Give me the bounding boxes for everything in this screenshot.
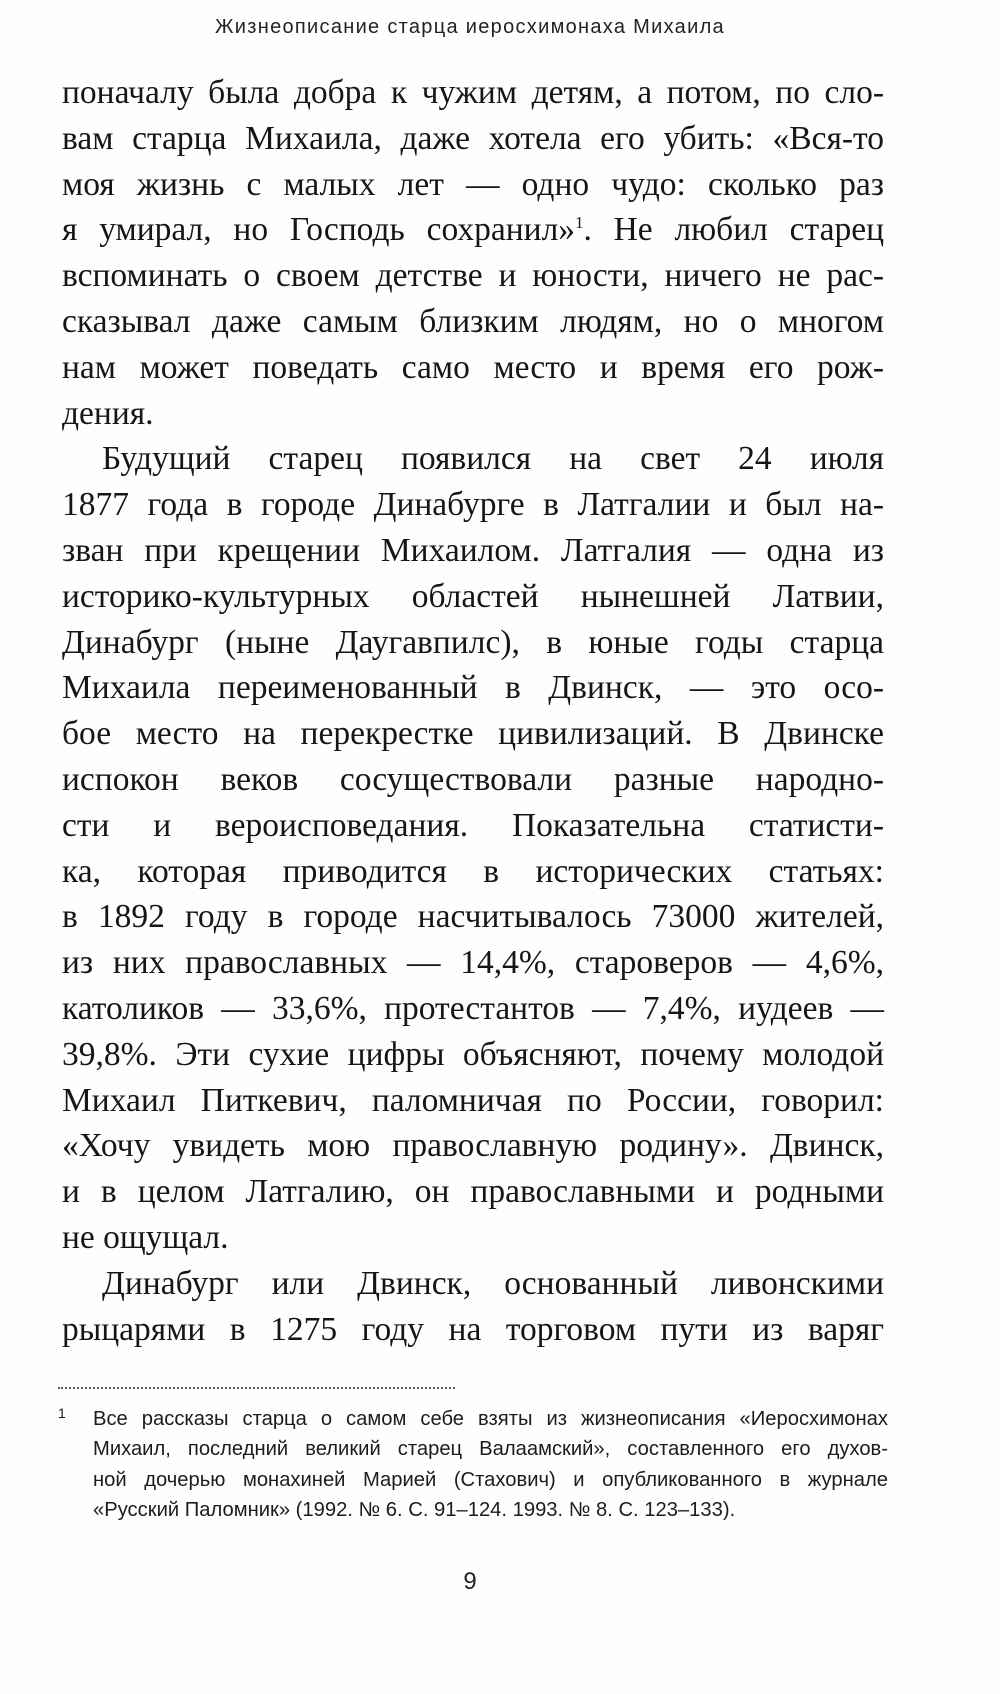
- text-line: Михаил Питкевич, паломничая по России, говорил:: [62, 1081, 884, 1119]
- text-line: из них православных — 14,4%, староверов — 4,6%,: [62, 944, 884, 982]
- text-line: 1877 года в городе Динабурге в Латгалии и был на-: [62, 486, 884, 524]
- running-head: Жизнеописание старца иеросхимонаха Михаила: [215, 16, 725, 38]
- footnote-line: ной дочерью монахиней Марией (Стахович) и опубликованного в журнале: [93, 1468, 888, 1491]
- text-line: вам старца Михаила, даже хотела его убить: «Вся-то: [62, 119, 884, 157]
- text-line: ка, которая приводится в исторических статьях:: [62, 852, 884, 890]
- text-line: сти и вероисповедания. Показательна статисти-: [62, 806, 884, 844]
- footnote-number: 1: [58, 1405, 66, 1421]
- text-line-with-footnote: [62, 207, 884, 253]
- text-line: поначалу была добра к чужим детям, а потом, по сло-: [62, 74, 884, 111]
- text-line: в 1892 году в городе насчитывалось 73000 жителей,: [62, 898, 884, 936]
- footnote-reference[interactable]: 1: [575, 213, 584, 233]
- text-line: 39,8%. Эти сухие цифры объясняют, почему молодой: [62, 1035, 884, 1073]
- text-line: Динабург (ныне Даугавпилс), в юные годы старца: [62, 623, 884, 661]
- text-line: историко-культурных областей нынешней Латвии,: [62, 577, 884, 615]
- text-line: вспоминать о своем детстве и юности, ничего не рас-: [62, 257, 884, 295]
- footnote: [58, 1404, 888, 1526]
- text-segment: . Не любил старец: [583, 211, 884, 249]
- footnote-separator: [58, 1387, 455, 1389]
- paragraph-first-line: Динабург или Двинск, основанный ливонскими: [102, 1264, 884, 1302]
- text-line: Михаила переименованный в Двинск, — это осо-: [62, 669, 884, 707]
- paragraph-first-line: Будущий старец появился на свет 24 июля: [102, 440, 884, 478]
- text-line: нам может поведать само место и время его рож-: [62, 348, 884, 386]
- text-line: испокон веков сосуществовали разные народно-: [62, 760, 884, 798]
- text-line: рыцарями в 1275 году на торговом пути из варяг: [62, 1310, 884, 1348]
- text-line: зван при крещении Михаилом. Латгалия — одна из: [62, 531, 884, 569]
- footnote-line: «Русский Паломник» (1992. № 6. С. 91–124. 1993. № 8. С. 123–133).: [93, 1499, 736, 1522]
- text-line: и в целом Латгалию, он православными и родными: [62, 1173, 884, 1211]
- footnote-text: [93, 1404, 888, 1526]
- page-number: 9: [463, 1568, 477, 1595]
- footnote-line: Михаил, последний великий старец Валаамский», составленного его духов-: [93, 1438, 888, 1461]
- text-segment: я умирал, но Господь сохранил»: [62, 211, 576, 249]
- footnote-line: Все рассказы старца о самом себе взяты из жизнеописания «Иеросхимонах: [93, 1408, 888, 1430]
- text-line: католиков — 33,6%, протестантов — 7,4%, иудеев —: [62, 989, 884, 1027]
- text-line: не ощущал.: [62, 1218, 229, 1256]
- text-line: бое место на перекрестке цивилизаций. В Двинске: [62, 715, 884, 753]
- main-text: [62, 70, 884, 1352]
- text-line: моя жизнь с малых лет — одно чудо: сколько раз: [62, 165, 884, 203]
- text-line: «Хочу увидеть мою православную родину». Двинск,: [62, 1127, 884, 1165]
- text-line: сказывал даже самым близким людям, но о многом: [62, 302, 884, 340]
- text-line: дения.: [62, 394, 154, 432]
